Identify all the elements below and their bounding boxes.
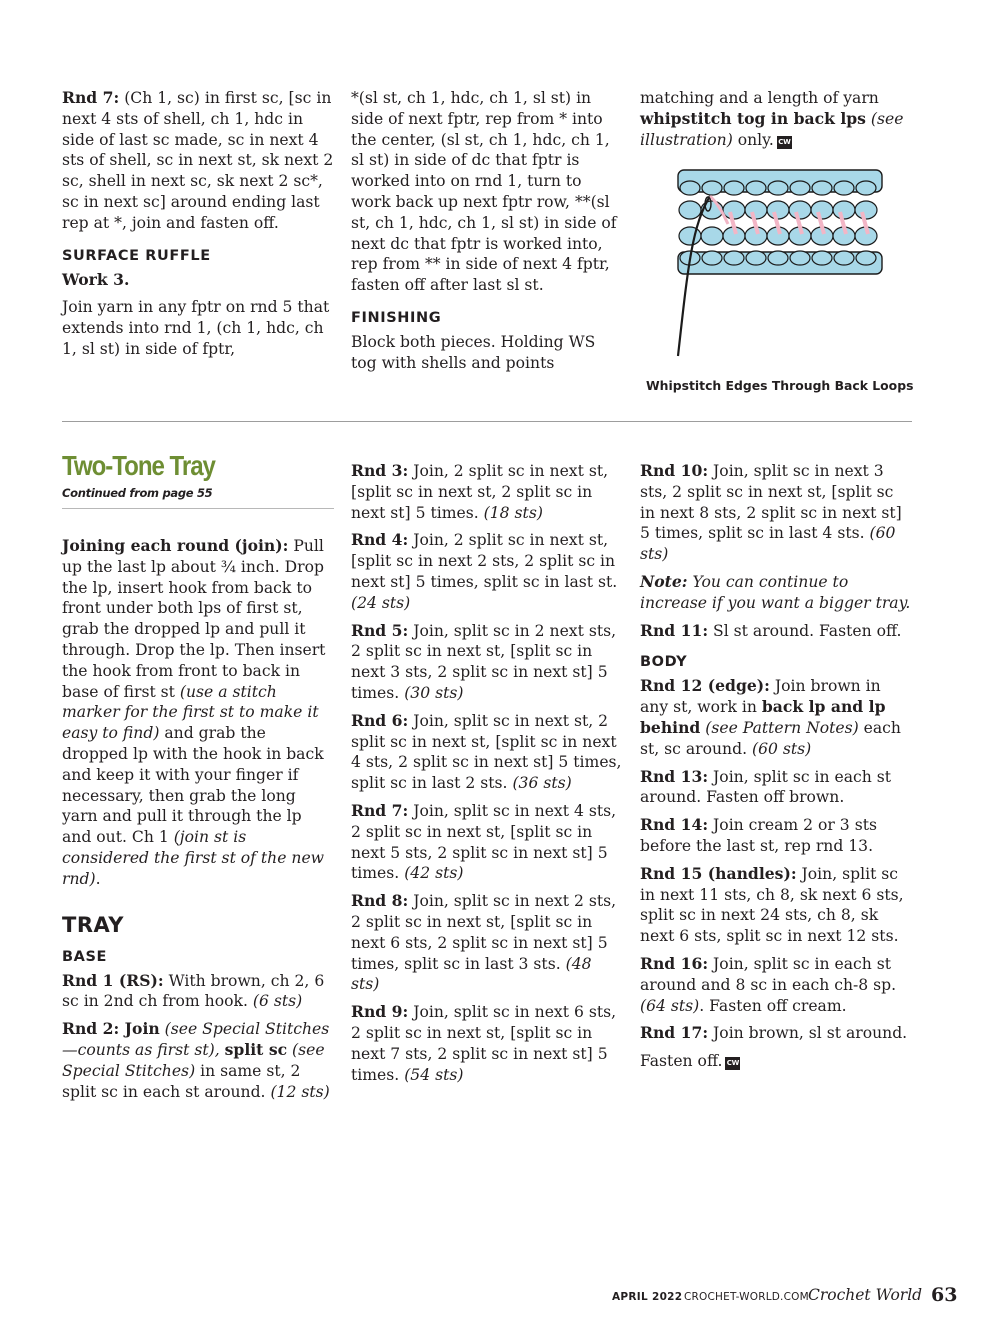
rnd17-label: Rnd 17: <box>640 1023 709 1043</box>
magazine-name: Crochet World <box>808 1286 923 1304</box>
see-illustration: (see illustration) <box>640 109 904 149</box>
rnd10-label: Rnd 10: <box>640 461 709 480</box>
tray-heading: TRAY <box>62 912 124 937</box>
rnd14-text: Join cream 2 or 3 sts before the last st, rep rnd 13. <box>640 816 877 855</box>
rnd10-count: (60 sts) <box>640 524 896 564</box>
rnd2-label: Rnd 2: Join <box>62 1019 160 1039</box>
rnd16-end: . Fasten off cream. <box>699 996 847 1015</box>
rnd7-count: (42 sts) <box>404 864 464 883</box>
joining-italic-1: (use a stitch marker for the first st to make it easy to find) <box>62 682 319 743</box>
issue-date: APRIL 2022 <box>612 1291 683 1303</box>
finishing-heading: FINISHING <box>351 309 442 326</box>
top-column-2 <box>351 88 623 381</box>
illustration-caption: Whipstitch Edges Through Back Loops <box>646 378 914 393</box>
rnd16-count: (64 sts) <box>640 996 700 1015</box>
rnd3-text: Join, 2 split sc in next st, [split sc in next st, 2 split sc in next st] 5 times. <box>351 462 609 522</box>
rnd1-count: (6 sts) <box>252 992 303 1011</box>
rnd1-text: With brown, ch 2, 6 sc in 2nd ch from hook. <box>62 971 325 1011</box>
rnd4-text: Join, 2 split sc in next st, [split sc in next 2 sts, 2 split sc in next st] 5 times, split sc in last st. <box>351 531 618 591</box>
continued-note: Continued from page 55 <box>62 486 213 500</box>
tray-column-1 <box>62 536 334 1109</box>
rnd16-label: Rnd 16: <box>640 953 709 973</box>
rnd9-label: Rnd 9: <box>351 1002 409 1022</box>
rnd7-tray-text: Join, split sc in next 4 sts, 2 split sc in next st, [split sc in next 5 sts, 2 split sc in next st] 5 times. <box>351 801 617 883</box>
rnd3-count: (18 sts) <box>483 503 543 522</box>
fasten-off: Fasten off. <box>640 1052 723 1071</box>
rnd14-label: Rnd 14: <box>640 815 709 835</box>
rnd5-label: Rnd 5: <box>351 620 409 640</box>
rnd16-text: Join, split sc in each st around and 8 sc in each ch-8 sp. <box>640 954 897 994</box>
rnd1-label: Rnd 1 (RS): <box>62 970 164 990</box>
rnd2-italic-1: (see Special Stitches—counts as first st), <box>62 1020 330 1059</box>
joining-italic-2: (join st is considered the first st of the new rnd) <box>62 828 325 888</box>
rnd6-label: Rnd 6: <box>351 710 409 730</box>
rnd3-label: Rnd 3: <box>351 461 409 480</box>
cw-end-badge: CW <box>777 136 792 149</box>
needle-icon <box>678 196 710 356</box>
rnd4-count: (24 sts) <box>351 593 411 612</box>
top-column-3 <box>640 88 912 157</box>
rnd7-label: Rnd 7: <box>62 88 120 107</box>
rnd6-text: Join, split sc in next st, 2 split sc in next st, [split sc in next 4 sts, 2 split sc in next st] 5 times, split sc in last 2 sts. <box>351 711 622 793</box>
surface-ruffle-heading: SURFACE RUFFLE <box>62 247 211 264</box>
body-heading: BODY <box>640 654 688 671</box>
rnd7-text: (Ch 1, sc) in first sc, [sc in next 4 sts of shell, ch 1, hdc in side of last sc made, sc in next 4 sts of shell, sc in next st, sk next 2 sc, shell in next sc, sk next 2 sc*, sc in next sc] around ending last rep at *, join and fasten off. <box>62 89 334 232</box>
tray-column-3 <box>640 461 912 1079</box>
rnd12-text-2: each st, sc around. <box>640 718 901 758</box>
rnd5-text: Join, split sc in 2 next sts, 2 split sc in next st, [split sc in next 3 sts, 2 split sc in next st] 5 times. <box>351 621 617 702</box>
rnd12-text: Join brown in any st, work in <box>640 677 881 717</box>
rnd9-text: Join, split sc in next 6 sts, 2 split sc in next st, [split sc in next 7 sts, 2 split sc in next st] 5 times. <box>351 1003 617 1084</box>
joining-text-2: and grab the dropped lp with the hook in back and keep it with your finger if necessary, then grab the long yarn and pull it through the lp and out. Ch 1 <box>62 724 324 847</box>
rnd2-italic-2: (see Special Stitches) <box>62 1040 325 1080</box>
rnd2-split-sc: split sc <box>224 1039 288 1059</box>
rnd15-label: Rnd 15 (handles): <box>640 863 797 883</box>
rnd2-text: in same st, 2 split sc in each st around. <box>62 1061 301 1101</box>
title-underline <box>62 508 334 509</box>
section-divider <box>62 421 912 422</box>
page-footer <box>0 1284 997 1308</box>
top-column-1 <box>62 88 334 367</box>
whipstitch-instruction: whipstitch tog in back lps <box>640 108 866 128</box>
note-text: You can continue to increase if you want a bigger tray. <box>640 572 911 612</box>
finishing-text: Block both pieces. Holding WS tog with shells and points <box>351 332 596 372</box>
rnd12-italic: (see Pattern Notes) <box>700 718 859 737</box>
rnd17-text: Join brown, sl st around. <box>708 1024 908 1043</box>
ruffle-continued: *(sl st, ch 1, hdc, ch 1, sl st) in side of next fptr, rep from * into the center, (sl st, ch 1, hdc, ch 1, sl st) in side of dc that fptr is worked into on rnd 1, turn to work back up next fptr row, **(sl st, ch 1, hdc, ch 1, sl st) in side of next dc that fptr is worked into, rep from ** in side of next 4 fptr, fasten off after last sl st. <box>351 89 617 295</box>
tray-column-2 <box>351 461 623 1092</box>
rnd2-count: (12 sts) <box>270 1082 330 1101</box>
rnd12-count: (60 sts) <box>752 739 812 758</box>
joining-end: . <box>95 869 101 888</box>
rnd9-count: (54 sts) <box>404 1065 464 1084</box>
base-heading: BASE <box>62 948 108 965</box>
rnd8-text: Join, split sc in next 2 sts, 2 split sc in next st, [split sc in next 6 sts, 2 split sc in next st] 5 times, split sc in last 3 sts. <box>351 892 617 973</box>
cw-end-badge: CW <box>725 1057 740 1070</box>
finishing-continued: matching and a length of yarn <box>640 89 879 107</box>
rnd15-text: Join, split sc in next 11 sts, ch 8, sk next 6 sts, split sc in next 24 sts, ch 8, sk next 6 sts, split sc in next 12 sts. <box>640 864 904 946</box>
rnd12-label: Rnd 12 (edge): <box>640 676 770 696</box>
rnd11-label: Rnd 11: <box>640 620 709 640</box>
joining-label: Joining each round (join): <box>62 536 289 555</box>
rnd6-count: (36 sts) <box>512 774 572 793</box>
work-3: Work 3. <box>62 269 130 289</box>
only-text: only. <box>732 130 774 149</box>
joining-text: Pull up the last lp about ¾ inch. Drop the lp, insert hook from back to front under both lps of first st, grab the dropped lp and pull it through. Drop the lp. Then insert the hook from front to back in base of first st <box>62 537 326 701</box>
rnd11-text: Sl st around. Fasten off. <box>708 621 902 640</box>
rnd7-tray-label: Rnd 7: <box>351 800 409 820</box>
page-number: 63 <box>931 1284 958 1306</box>
website[interactable]: CROCHET-WORLD.COM <box>684 1291 809 1303</box>
rnd13-text: Join, split sc in each st around. Fasten off brown. <box>640 767 892 807</box>
whipstitch-illustration <box>670 166 888 366</box>
ruffle-text: Join yarn in any fptr on rnd 5 that extends into rnd 1, (ch 1, hdc, ch 1, sl st) in side of fptr, <box>62 298 330 358</box>
rnd5-count: (30 sts) <box>404 683 464 702</box>
rnd12-bold: back lp and lp behind <box>640 697 886 737</box>
rnd13-label: Rnd 13: <box>640 766 709 786</box>
rnd8-count: (48 sts) <box>351 954 592 994</box>
rnd10-text: Join, split sc in next 3 sts, 2 split sc in next st, [split sc in next 8 sts, 2 split sc in next st] 5 times, split sc in last 4 sts. <box>640 462 902 543</box>
rnd4-label: Rnd 4: <box>351 530 409 550</box>
note-label: Note: <box>640 571 688 591</box>
article-title: Two-Tone Tray <box>62 450 215 481</box>
rnd8-label: Rnd 8: <box>351 891 409 911</box>
